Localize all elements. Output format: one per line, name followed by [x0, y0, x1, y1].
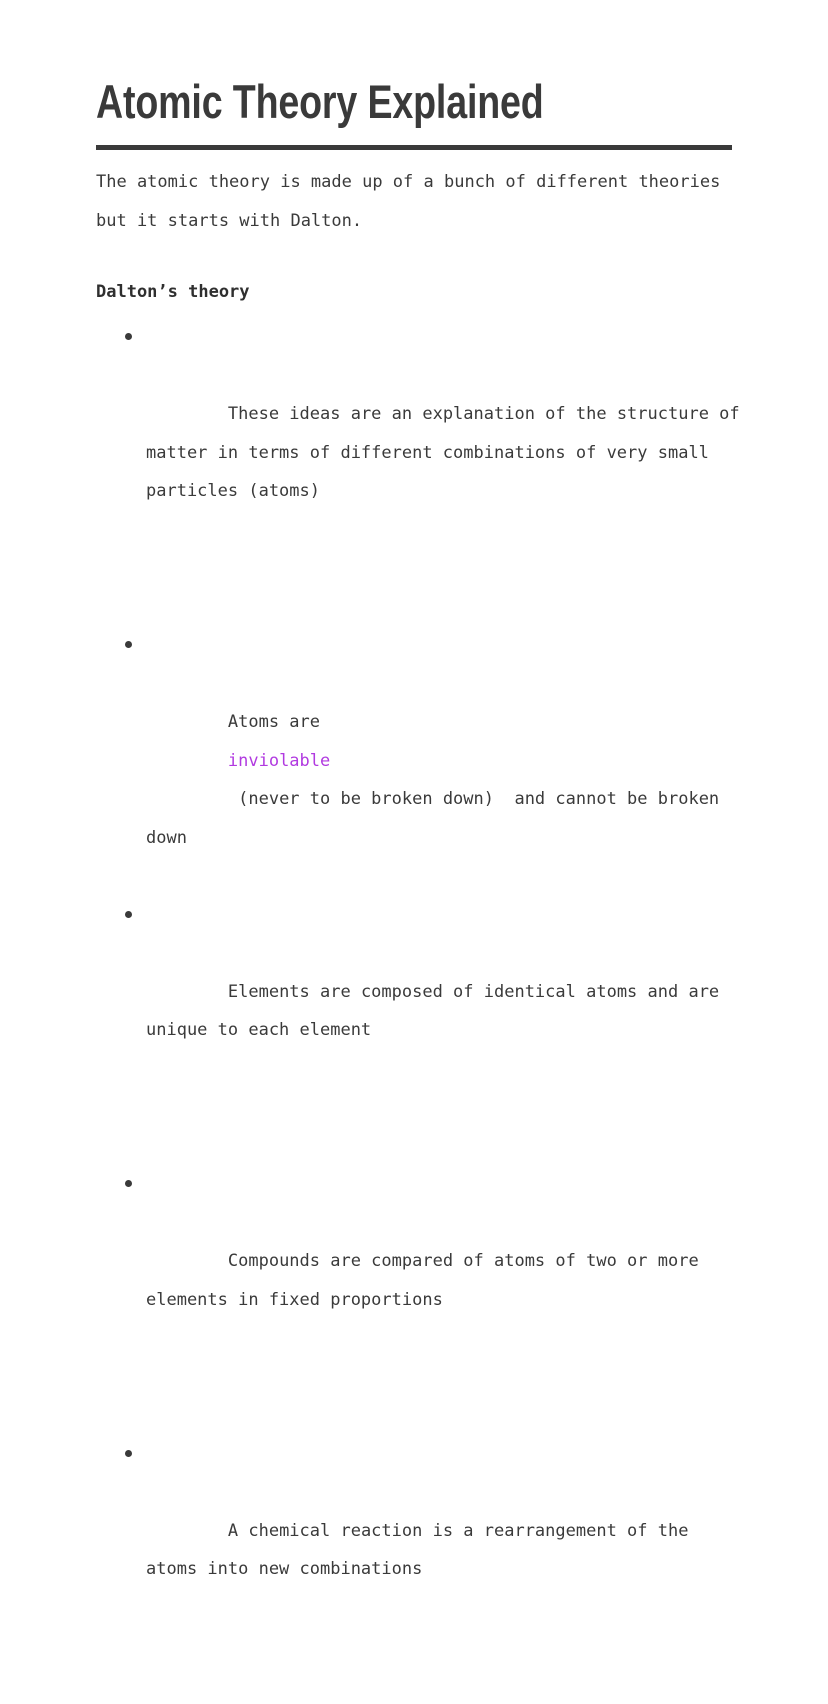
- list-item-text-after: (never to be broken down) and cannot be broken down: [146, 789, 729, 848]
- list-item-text-before: Compounds are compared of atoms of two or more elements in fixed proportions: [146, 1251, 709, 1310]
- list-item-text-before: These ideas are an explanation of the structure of matter in terms of different combinations of very small particles (atoms): [146, 404, 750, 501]
- bullet-dot-icon: [124, 1165, 132, 1204]
- daltons-theory-bullet-list: [96, 318, 746, 1704]
- list-item-text-before: Elements are composed of identical atoms and are unique to each element: [146, 982, 729, 1041]
- bullet-dot-icon: [124, 626, 132, 665]
- list-item: [96, 1435, 746, 1704]
- list-item-text-before: A chemical reaction is a rearrangement of the atoms into new combinations: [146, 1521, 699, 1580]
- page-title: Atomic Theory Explained: [96, 74, 544, 130]
- list-item: [96, 318, 746, 626]
- bullet-dot-icon: [124, 318, 132, 357]
- section-heading-daltons-theory: Dalton’s theory: [96, 279, 250, 305]
- list-item-text-before: Atoms are: [228, 712, 330, 732]
- list-item: [96, 896, 746, 1166]
- title-divider: [96, 145, 732, 150]
- intro-paragraph: The atomic theory is made up of a bunch of different theories but it starts with Dalton.: [96, 163, 746, 240]
- bullet-dot-icon: [124, 1435, 132, 1474]
- bullet-dot-icon: [124, 896, 132, 935]
- list-item: [96, 626, 746, 896]
- list-item-highlight: inviolable: [228, 751, 330, 771]
- list-item: [96, 1165, 746, 1435]
